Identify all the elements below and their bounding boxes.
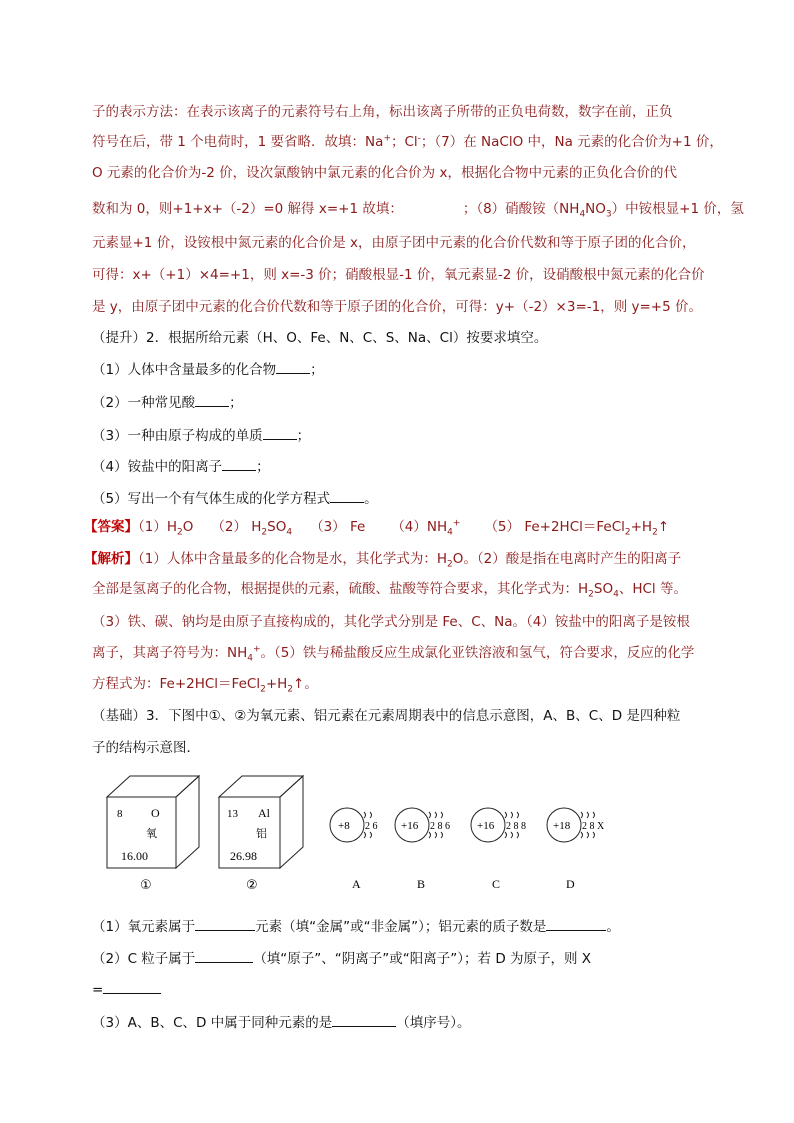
answer-blank[interactable] xyxy=(263,425,297,440)
answer-blank[interactable] xyxy=(546,916,606,931)
analysis-line-5: 元素显+1 价，设铵根中氮元素的化合价是 x，由原子团中元素的化合价代数和等于原子团的化合价， xyxy=(92,235,696,251)
q3-sub-3: （3）A、B、C、D 中属于同种元素的是 （填序号）。 xyxy=(92,1012,470,1033)
analysis-line-3: O 元素的化合价为-2 价，设次氯酸钠中氯元素的化合价为 x，根据化合物中元素的正负化合价的代 xyxy=(92,165,677,181)
answer-blank[interactable] xyxy=(330,488,364,503)
q2-answer-line: 【答案】$(1)H_2O$ （2） $H_2SO_4$ （3） Fe $(4)NH_4^+$ （5） $Fe+2HCl=FeCl_2+H_2↑$ xyxy=(84,518,670,538)
q3-figure xyxy=(0,770,794,910)
aluminum-name: 铝 xyxy=(256,827,267,840)
analysis-line-2: 符号在后，带 1 个电荷时，1 要省略．故填：Na+；Cl-；（7）在 NaClO 中，Na 元素的化合价为+1 价， xyxy=(92,133,723,150)
oxygen-symbol: O xyxy=(151,806,160,820)
answer-blank[interactable] xyxy=(195,948,253,963)
particle-a-label: A xyxy=(352,877,361,891)
q2-title: （提升）2．根据所给元素（H、O、Fe、N、C、S、Na、Cl）按要求填空。 xyxy=(92,330,548,346)
q2-analysis-line-3: （3）铁、碳、钠均是由原子直接构成的，其化学式分别是 Fe、C、Na。（4）铵盐中的阳离子是铵根 xyxy=(92,614,690,630)
analysis-line-6: 可得：x+（+1）×4=+1，则 x=-3 价；硝酸根显-1 价，氧元素显-2 价，设硝酸根中氮元素的化合价 xyxy=(92,267,705,283)
answer-blank[interactable] xyxy=(332,1012,396,1027)
cube2-label: ② xyxy=(246,878,258,893)
q3-sub-2: （2）C 粒子属于 （填“原子”、“阴离子”或“阳离子”）；若 D 为原子，则 X xyxy=(92,948,591,969)
q2-item-4: （4）铵盐中的阳离子 ； xyxy=(92,456,270,477)
q2-analysis-line-1: 【解析】（1）人体中含量最多的化合物是水，其化学式为：$H_2O$。（2）酸是指在电离时产生的阳离子 xyxy=(84,551,682,570)
particle-d-shells: 2 8 X xyxy=(582,821,605,832)
answer-blank[interactable] xyxy=(195,916,255,931)
q2-item-5: （5）写出一个有气体生成的化学方程式 。 xyxy=(92,488,378,509)
q2-item-3: （3）一种由原子构成的单质 ； xyxy=(92,425,310,446)
analysis-line-1: 子的表示方法：在表示该离子的元素符号右上角，标出该离子所带的正负电荷数，数字在前，正负 xyxy=(92,104,673,120)
analysis-line-7: 是 y，由原子团中元素的化合价代数和等于原子团的化合价，可得：y+（-2）×3=-1，则 y=+5 价。 xyxy=(92,299,702,315)
particle-a-nucleus: +8 xyxy=(338,820,350,832)
particle-c-label: C xyxy=(492,877,501,891)
answer-blank[interactable] xyxy=(222,456,256,471)
particle-b-shells: 2 8 6 xyxy=(430,821,450,832)
particle-c-shells: 2 8 8 xyxy=(506,821,526,832)
oxygen-mass: 16.00 xyxy=(121,849,148,863)
q3-sub-2-continued: = xyxy=(92,979,161,1000)
analysis-line-4: 数和为 0，则+1+x+（-2）=0 解得 x=+1 故填： ；（8）硝酸铵$(NH_4NO_3)$中铵根显+1 价，氢 xyxy=(92,201,744,220)
aluminum-mass: 26.98 xyxy=(230,849,257,863)
answer-blank[interactable] xyxy=(276,359,310,374)
particle-b-label: B xyxy=(417,877,426,891)
q2-analysis-line-5: 方程式为：$Fe+2HCl=FeCl_2+H_2↑$。 xyxy=(92,676,318,695)
particle-d-nucleus: +18 xyxy=(553,820,571,832)
oxygen-number: 8 xyxy=(117,808,123,820)
oxygen-name: 氧 xyxy=(146,827,157,840)
answer-blank[interactable] xyxy=(103,979,161,994)
answer-blank[interactable] xyxy=(195,392,229,407)
cube1-label: ① xyxy=(140,878,152,893)
aluminum-symbol: Al xyxy=(258,806,270,820)
q2-analysis-line-4: 离子，其离子符号为：$NH_4^+$。（5）铁与稀盐酸反应生成氯化亚铁溶液和氢气，符合要求，反应的化学 xyxy=(92,644,695,664)
q3-title-line-1: （基础）3．下图中①、②为氧元素、铝元素在元素周期表中的信息示意图，A、B、C、D 是四种粒 xyxy=(92,708,681,724)
q3-title-line-2: 子的结构示意图． xyxy=(92,740,200,756)
aluminum-number: 13 xyxy=(227,808,238,820)
particle-a-shells: 2 6 xyxy=(365,821,378,832)
q2-item-1: （1）人体中含量最多的化合物 ； xyxy=(92,359,324,380)
q2-analysis-line-2: 全部是氢离子的化合物，根据提供的元素，硫酸、盐酸等符合要求，其化学式为：$H_2SO_4$、HCl 等。 xyxy=(92,581,687,600)
particle-b-nucleus: +16 xyxy=(401,820,419,832)
q2-item-2: （2）一种常见酸 ； xyxy=(92,392,243,413)
particle-c-nucleus: +16 xyxy=(477,820,495,832)
q3-sub-1: （1）氧元素属于 元素（填“金属”或“非金属”）；铝元素的质子数是 。 xyxy=(92,916,620,937)
particle-d-label: D xyxy=(566,877,575,891)
